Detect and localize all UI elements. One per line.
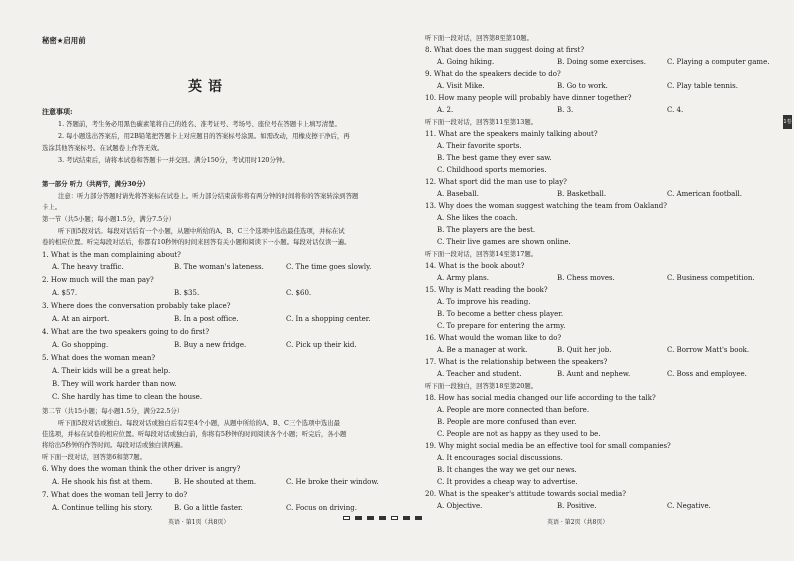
part1-header: 第一部分 听力（共两节，满分30分） [42,180,149,188]
option: C. Playing a computer game. [667,58,770,66]
question-14: 14. What is the book about? [425,262,525,270]
option: A. People are more connected than before. [437,406,590,414]
option: A. Go shopping. [52,341,109,349]
notice-title: 注意事项: [42,107,73,116]
question-10: 10. How many people will probably have dinner together? [425,94,632,102]
section1-instr: 听下面5段对话。每段对话后有一个小题，从题中所给的A、B、C三个选项中选出最佳选项，并标在试 [58,227,345,235]
option: A. Visit Mike. [437,82,485,90]
question-19: 19. Why might social media be an effective tool for small companies? [425,442,671,450]
option: A. She likes the coach. [437,214,518,222]
option: B. In a post office. [174,315,239,323]
notice-line: 选涂其他答案标号。在试题卷上作答无效。 [42,144,164,152]
option: A. Be a manager at work. [437,346,528,354]
option: B. Go a little faster. [174,504,243,512]
section1-header: 第一节（共5小题；每小题1.5分，满分7.5分） [42,215,176,223]
question-3: 3. Where does the conversation probably take place? [42,302,231,310]
option: C. Negative. [667,502,711,510]
side-tab: 1卷 [783,115,792,129]
question-17: 17. What is the relationship between the speakers? [425,358,608,366]
notice-line: 3. 考试结束后，请将本试卷和答题卡一并交回。满分150分，考试用时120分钟。 [58,156,289,164]
option: A. Their favorite sports. [437,142,522,150]
option: A. Army plans. [437,274,489,282]
section2-header: 第二节（共15小题；每小题1.5分，满分22.5分） [42,407,184,415]
option: C. Business competition. [667,274,755,282]
option: A. Teacher and student. [437,370,522,378]
option: B. Doing some exercises. [557,58,646,66]
secret-label: 秘密★启用前 [42,36,86,45]
option: B. Go to work. [557,82,608,90]
option: B. Basketball. [557,190,607,198]
option: C. Their live games are shown online. [437,238,571,246]
option: B. $35. [174,289,200,297]
section1-instr: 卷的相应位置。听完每段对话后，你都有10秒钟的时间来回答有关小题和阅读下一小题。每段对话仅读一遍。 [42,238,351,246]
question-4: 4. What are the two speakers going to do first? [42,328,210,336]
option: B. The best game they ever saw. [437,154,552,162]
option: A. It encourages social discussions. [437,454,563,462]
option: A. 2. [437,106,454,114]
part1-note: 卡上。 [42,203,62,211]
option: C. She hardly has time to clean the house. [52,393,203,401]
question-11: 11. What are the speakers mainly talking about? [425,130,598,138]
option: B. The woman's lateness. [174,263,264,271]
question-2: 2. How much will the man pay? [42,276,154,284]
option: A. Baseball. [437,190,479,198]
option: C. Play table tennis. [667,82,738,90]
option: A. Objective. [437,502,483,510]
option: A. The heavy traffic. [52,263,124,271]
question-13: 13. Why does the woman suggest watching the team from Oakland? [425,202,668,210]
option: C. Childhood sports memories. [437,166,547,174]
option: C. $60. [286,289,312,297]
option: C. Focus on driving. [286,504,357,512]
option: B. The players are the best. [437,226,536,234]
question-9: 9. What do the speakers decide to do? [425,70,561,78]
question-5: 5. What does the woman mean? [42,354,156,362]
option: C. American football. [667,190,742,198]
option: B. To become a better chess player. [437,310,564,318]
dialog-instruction: 听下面一段对话，回答第14至第17题。 [425,250,538,258]
page-footer: 英语 · 第1页（共8页） [168,519,230,526]
option: B. Aunt and nephew. [557,370,631,378]
option: C. It provides a cheap way to advertise. [437,478,578,486]
option: C. Borrow Matt's book. [667,346,750,354]
question-8: 8. What does the man suggest doing at first? [425,46,585,54]
question-16: 16. What would the woman like to do? [425,334,562,342]
option: B. Quit her job. [557,346,612,354]
question-18: 18. How has social media changed our life according to the talk? [425,394,656,402]
notice-line: 2. 每小题选出答案后，用2B铅笔把答题卡上对应题目的答案标号涂黑。如需改动，用橡皮擦干净后，再 [58,132,350,140]
option: A. He shook his fist at them. [52,478,153,486]
option: B. Positive. [557,502,597,510]
section2-instr: 佳选项，并标在试卷的相应位置。听每段对话或独白前，你将有5秒钟的时间阅读各个小题；听完后，各小题 [42,430,347,438]
dialog-instruction: 听下面一段对话，回答第8至第10题。 [425,34,534,42]
question-15: 15. Why is Matt reading the book? [425,286,548,294]
right-page [397,0,794,561]
page-title: 英语 [188,79,228,95]
page-footer: 英语 · 第2页（共8页） [547,519,609,526]
option: B. Buy a new fridge. [174,341,247,349]
option: A. Going hiking. [437,58,495,66]
option: A. $57. [52,289,78,297]
option: C. To prepare for entering the army. [437,322,566,330]
option: C. Pick up their kid. [286,341,357,349]
option: A. To improve his reading. [437,298,531,306]
section2-instr: 听下面5段对话或独白。每段对话或独白后有2至4个小题，从题中所给的A、B、C三个选项中选出最 [58,419,341,427]
option: B. Chess moves. [557,274,615,282]
option: C. People are not as happy as they used to be. [437,430,601,438]
option: C. In a shopping center. [286,315,371,323]
question-20: 20. What is the speaker's attitude towards social media? [425,490,626,498]
option: A. At an airport. [52,315,110,323]
question-6: 6. Why does the woman think the other driver is angry? [42,465,241,473]
option: C. 4. [667,106,684,114]
dialog-instruction: 听下面一段独白，回答第18至第20题。 [425,382,538,390]
option: C. He broke their window. [286,478,379,486]
option: B. 3. [557,106,574,114]
section2-instr: 将给出5秒钟的作答时间。每段对话或独白读两遍。 [42,441,187,449]
option: B. It changes the way we get our news. [437,466,577,474]
question-12: 12. What sport did the man use to play? [425,178,567,186]
option: B. People are more confused than ever. [437,418,577,426]
option: C. Boss and employee. [667,370,747,378]
option: B. He shouted at them. [174,478,257,486]
part1-note: 注意：听力部分答题时请先将答案标在试卷上。听力部分结束前你将有两分钟的时间将你的答案转涂到答题 [58,192,359,200]
dialog-instruction: 听下面一段对话，回答第6和第7题。 [42,453,146,461]
option: C. The time goes slowly. [286,263,372,271]
question-7: 7. What does the woman tell Jerry to do? [42,491,188,499]
option: A. Continue telling his story. [52,504,153,512]
notice-line: 1. 答题前，考生务必用黑色碳素笔将自己的姓名、准考证号、考场号、座位号在答题卡上填写清楚。 [58,120,341,128]
question-1: 1. What is the man complaining about? [42,251,181,259]
option: A. Their kids will be a great help. [52,367,171,375]
option: B. They will work harder than now. [52,380,177,388]
dialog-instruction: 听下面一段对话，回答第11至第13题。 [425,118,538,126]
